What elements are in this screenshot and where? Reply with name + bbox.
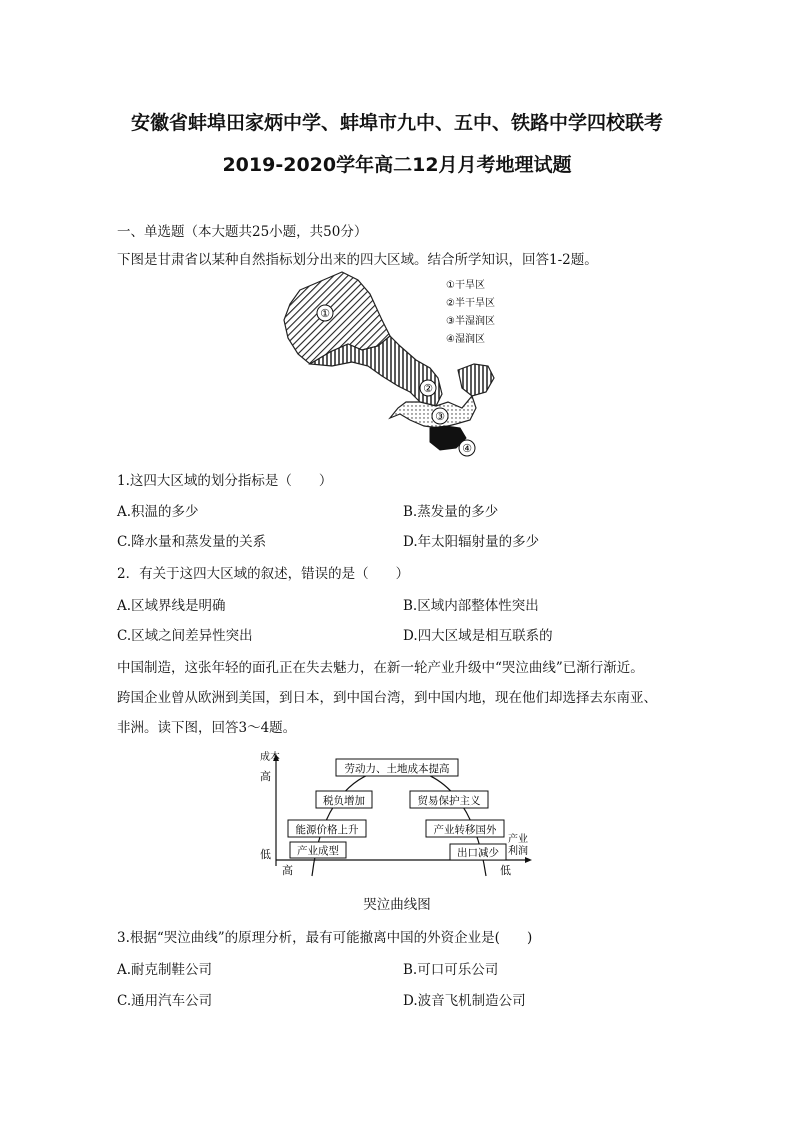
box-trade-protection	[410, 791, 488, 808]
legend-arid: ①干旱区	[446, 280, 485, 291]
box-export-decrease	[450, 844, 506, 860]
gansu-region-map	[270, 268, 520, 458]
svg-text:②: ②	[423, 382, 433, 395]
box-tax-increase	[316, 791, 372, 808]
svg-text:劳动力、土地成本提高: 劳动力、土地成本提高	[344, 763, 450, 775]
q2-option-b: B.区域内部整体性突出	[403, 598, 539, 614]
x-high-label: 高	[282, 864, 293, 877]
box-energy-price	[288, 820, 366, 837]
svg-text:③: ③	[435, 410, 445, 423]
q1-option-d: D.年太阳辐射量的多少	[403, 534, 540, 550]
svg-text:④: ④	[462, 442, 472, 455]
intro-paragraph-2-line-2: 跨国企业曾从欧洲到美国，到日本，到中国台湾，到中国内地，现在他们却选择去东南亚、	[117, 690, 657, 706]
legend-semi-arid: ②半干旱区	[446, 298, 495, 309]
svg-text:产业转移国外: 产业转移国外	[433, 824, 497, 836]
box-labor-land-cost	[336, 759, 458, 776]
svg-text:出口减少: 出口减少	[457, 847, 499, 859]
q2-stem: 2．有关于这四大区域的叙述，错误的是（ ）	[117, 566, 410, 582]
region-label-2	[420, 380, 436, 396]
y-low-label: 低	[260, 848, 271, 861]
q2-option-c: C.区域之间差异性突出	[117, 628, 253, 644]
box-industry-transfer	[426, 820, 504, 837]
diagram-caption: 哭泣曲线图	[363, 897, 431, 913]
q1-option-b: B.蒸发量的多少	[403, 504, 499, 520]
region-semi-arid-east	[458, 364, 494, 396]
q2-option-a: A.区域界线是明确	[117, 598, 226, 614]
crying-curve-diagram	[250, 748, 540, 883]
q1-option-a: A.积温的多少	[117, 504, 199, 520]
region-label-3	[432, 408, 448, 424]
svg-text:能源价格上升: 能源价格上升	[295, 824, 359, 836]
x-axis-label-1: 产业	[508, 834, 528, 845]
q2-option-d: D.四大区域是相互联系的	[403, 628, 553, 644]
y-high-label: 高	[260, 770, 271, 783]
svg-text:产业成型: 产业成型	[297, 845, 339, 857]
intro-paragraph-1: 下图是甘肃省以某种自然指标划分出来的四大区域。结合所学知识，回答1-2题。	[117, 252, 598, 268]
x-axis-label-2: 利润	[508, 846, 528, 857]
document-title-line-1: 安徽省蚌埠田家炳中学、蚌埠市九中、五中、铁路中学四校联考	[130, 112, 663, 134]
q1-stem: 1.这四大区域的划分指标是（ ）	[117, 473, 333, 489]
q3-option-d: D.波音飞机制造公司	[403, 993, 526, 1009]
x-low-label: 低	[500, 864, 511, 877]
intro-paragraph-2-line-3: 非洲。读下图，回答3～4题。	[117, 720, 297, 736]
y-axis-label: 成本	[260, 752, 280, 763]
q3-stem: 3.根据“哭泣曲线”的原理分析，最有可能撤离中国的外资企业是( )	[117, 930, 533, 946]
q3-option-b: B.可口可乐公司	[403, 962, 499, 978]
section-heading: 一、单选题（本大题共25小题，共50分）	[117, 224, 368, 240]
legend-semi-humid: ③半湿润区	[446, 316, 495, 327]
intro-paragraph-2-line-1: 中国制造，这张年轻的面孔正在失去魅力，在新一轮产业升级中“哭泣曲线”已渐行渐近。	[117, 660, 644, 676]
x-axis-arrow	[525, 857, 532, 863]
box-industry-formed	[290, 842, 346, 858]
document-title-line-2: 2019-2020学年高二12月月考地理试题	[222, 154, 572, 176]
svg-text:①: ①	[320, 307, 330, 320]
q3-option-a: A.耐克制鞋公司	[117, 962, 213, 978]
q1-option-c: C.降水量和蒸发量的关系	[117, 534, 267, 550]
region-label-1	[317, 305, 333, 321]
svg-text:贸易保护主义: 贸易保护主义	[417, 795, 481, 807]
q3-option-c: C.通用汽车公司	[117, 993, 213, 1009]
legend-humid: ④湿润区	[446, 334, 485, 345]
svg-text:税负增加: 税负增加	[323, 795, 365, 807]
region-label-4	[459, 440, 475, 456]
